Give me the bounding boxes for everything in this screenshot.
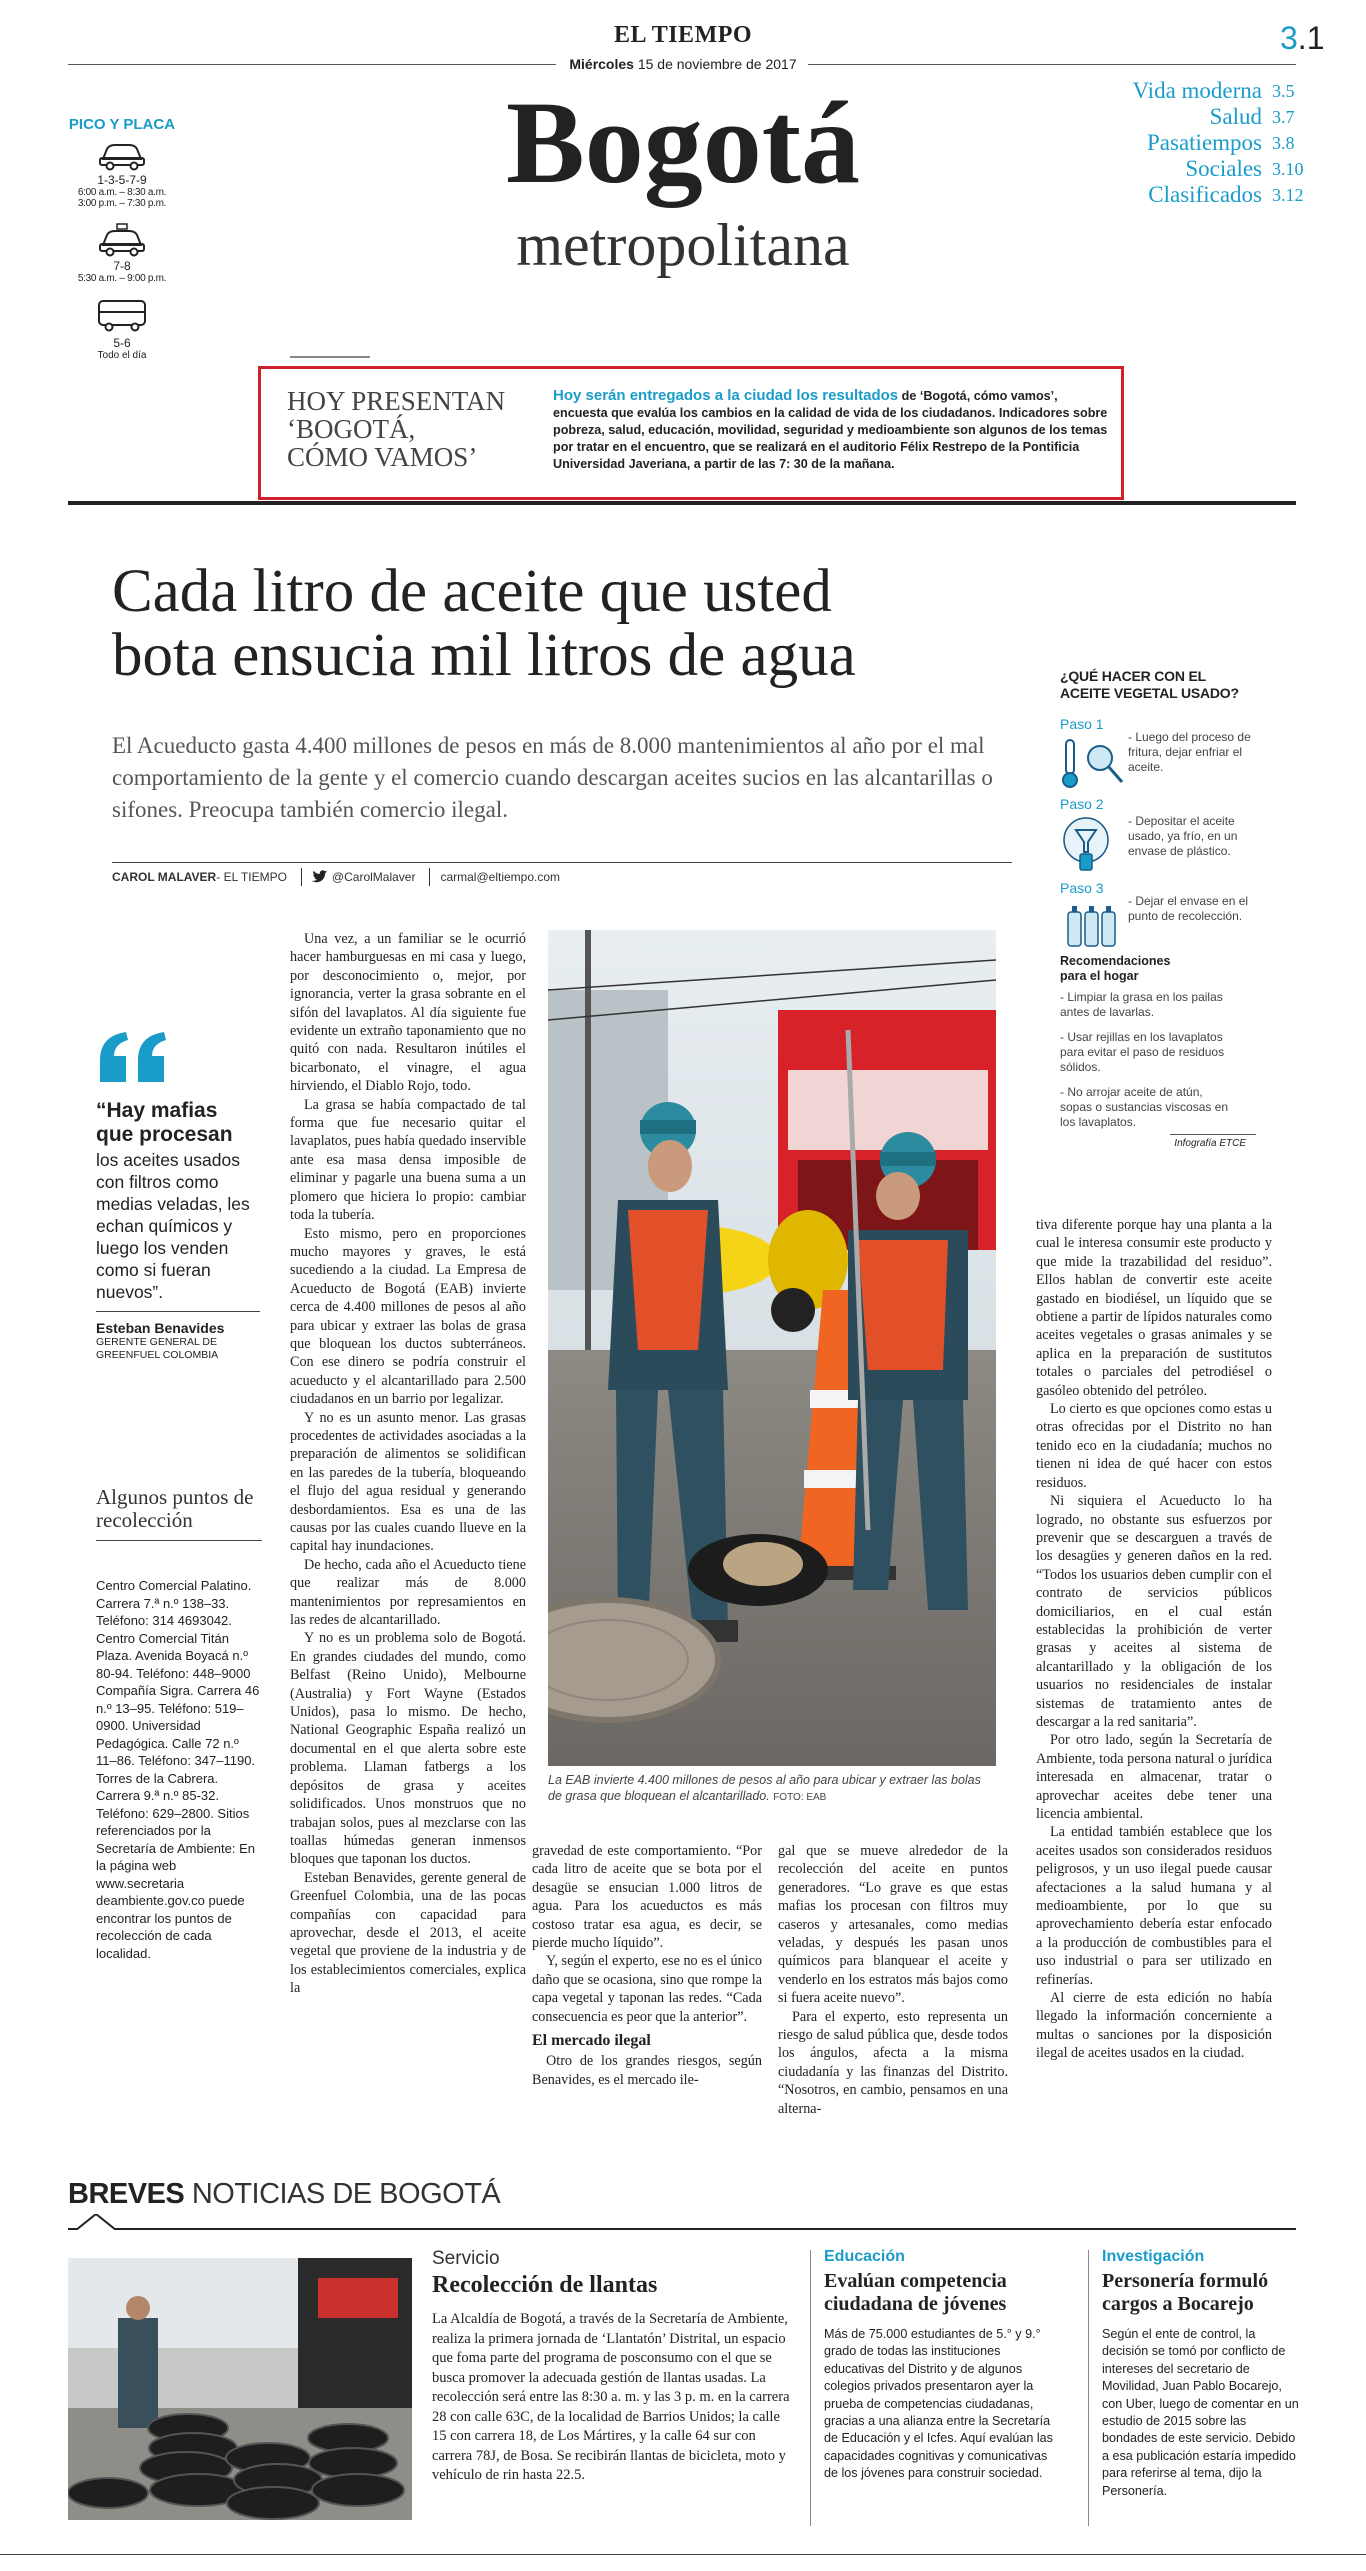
infographic [1060,668,1256,1149]
page-number-sub: .1 [1297,20,1325,56]
breve-1-body: La Alcaldía de Bogotá, a través de la Secretaría de Ambiente, realiza la primera jornada de ‘Llantatón’ Distrital, un espacio que foma parte del programa de posconsumo con el que se busca promover la adecuada gestión de llantas usadas. La recolección será entre las 8:30 a. m. y las 3 p. m. en la carrera 28 con calle 63C, de la localidad de Barrios Unidos; la calle 15 con carrera 18, de Los Mártires, y la calle 64 sur con carrera 78J, de Bosa. Se recibirán llantas de bicicleta, moto y vehículo de rin hasta 22.5. [432,2311,790,2483]
collection-points-text: Centro Comercial Palatino. Carrera 7.ª n.º 138–33. Teléfono: 314 4693042. Centro Comercial Titán Plaza. Avenida Boyacá n.º 80-94. Teléfono: 448–9000 Compañía Sigra. Carrera 46 n.º 13–95. Teléfono: 519–0900. Universidad Pedagógica. Calle 72 n.º 11–86. Teléfono: 347–1190. Torres de la Cabrera. Carrera 9.ª n.º 85-32. Teléfono: 629–2800. Sitios referenciados por la Secretaría de Ambiente: En la página web www.secretaria deambiente.gov.co puede encontrar los puntos de recolección de cada localidad. [96,1578,260,1961]
article-column-3: gal que se mueve alrededor de la recolección del aceite en puntos generadores. “Lo grave es que estas mafias los procesan con filtros muy caseros y artesanales, como medias veladas, y después les pasan unos químicos para blanquear el aceite y venderlo en los estratos más bajos como si fuera aceite nuevo”. Para el experto, esto representa un riesgo de salud pública que, desde todos los ángulos, afecta a la misma ciudadanía y las finanzas del Distrito. “Nosotros, en cambio, pensamos en una alterna- [778,1843,1008,2117]
index-item[interactable]: Sociales 3.10 [1185,156,1304,181]
breve-2-title: Evalúan competencia ciudadana de jóvenes [824,2270,1007,2315]
plates-bus: 5-6 [113,336,131,350]
plates-private: 1-3-5-7-9 [97,173,147,187]
hours-private-2: 3:00 p.m. – 7:30 p.m. [77,198,167,209]
collection-points [96,1486,262,1962]
bottles-icon [1064,898,1120,950]
promo-headline: HOY PRESENTAN ‘BOGOTÁ, CÓMO VAMOS’ [287,386,506,472]
page-number [1280,20,1324,57]
article-column-1: Una vez, a un familiar se le ocurrió hacer hamburguesas en mi casa y luego, por desconocimiento o, mejor, por ignorancia, verter la grasa sobrante en el sifón del lavaplatos. Al día siguiente fue evidente un extraño taponamiento que no quitó con nada. Resultaron inútiles el bicarbonato, el vinagre, el agua hirviendo, el Diablo Rojo, todo. La grasa se había compactado de tal forma que fue necesario quitar el lavaplatos, pues había quedado inservible ante esa masa densa imposible de eliminar y pagarle una buena suma a un plomero que hiciera lo propio: cambiar toda la tubería. Esto mismo, pero en proporciones mucho mayores y graves, le está sucediendo a la ciudad. La Empresa de Acueducto de Bogotá (EAB) invierte cerca de 4.400 millones de pesos al año para ubicar y extraer las bolas de grasa que bloquean los ductos subterráneos. Con ese dinero se podría construir el acueducto y el alcantarillado para 2.500 ciudadanos en un barrio por legalizar. Y no es un asunto menor. Las grasas procedentes de actividades asociadas a la preparación de alimentos se solidifican en las paredes de la tubería, bloqueando el flujo del agua residual y generando desbordamientos. Esa es una de las causas por las cuales cuando llueve en la capital hay inundaciones. De hecho, cada año el Acueducto tiene que realizar más de 8.000 mantenimientos por represamientos en las redes de alcantarillado. Y no es un problema solo de Bogotá. En grandes ciudades del mundo, como Belfast (Reino Unido), Melbourne (Australia) y Fort Wayne (Estados Unidos), pasa lo mismo. De hecho, National Geographic España realizó un documental en el que alerta sobre este problema. Llaman fatbergs a los depósitos de grasa y aceites solidificados. Unos monstruos que no trabajan solos, pues al mezclarse con las toallas húmedas generan inmensos bloques que taponan los ductos. Esteban Benavides, gerente general de Greenfuel Colombia, una de las pocas compañías con capacidad para aprovechar, desde el 2013, el aceite vegetal que proviene de la industria y de los establecimientos comerciales, explica la [290,931,526,1997]
paper-name: EL TIEMPO [613,22,753,48]
byline-email[interactable]: carmal@eltiempo.com [440,870,561,884]
step-1-text: - Luego del proceso de fritura, dejar enfriar el aceite. [1128,730,1251,774]
breve-3-title: Personería formuló cargos a Bocarejo [1102,2270,1269,2315]
article-headline: Cada litro de aceite que usted bota ensucia mil litros de agua [112,558,856,689]
breve-2-kicker: Educación [824,2248,905,2265]
recommendation-1: - Limpiar la grasa en los pailas antes de lavarlas. [1060,990,1223,1019]
article-photo [548,930,996,1766]
step-2-text: - Depositar el aceite usado, ya frío, en un envase de plástico. [1128,814,1238,858]
thermometer-icon [1060,736,1124,792]
plates-taxi: 7-8 [113,259,131,273]
infographic-title: ¿QUÉ HACER CON EL ACEITE VEGETAL USADO? [1060,668,1239,701]
pull-quote [96,1030,260,1362]
date-text: 15 de noviembre de 2017 [637,56,797,72]
breve-1[interactable] [432,2248,792,2486]
hours-taxi: 5:30 a.m. – 9:00 p.m. [77,273,167,284]
promo-text: Hoy serán entregados a la ciudad los resultados de ‘Bogotá, cómo vamos’, encuesta que evalúa los cambios en la calidad de vida de los ciudadanos. Indicadores sobre pobreza, salud, educación, movilidad, seguridad y medioambiente son algunos de los temas por tratar en el encuentro, que se realizará en el auditorio Félix Restrepo de la Pontificia Universidad Javeriana, a partir de las 7: 30 de la mañana. [553,387,1108,471]
byline-twitter[interactable]: @CarolMalaver [331,870,416,884]
edition-date [0,56,1366,72]
index-item[interactable]: Salud 3.7 [1209,104,1295,129]
hours-bus: Todo el día [97,350,147,361]
tires-photo-svg [68,2258,412,2520]
section-title: Bogotá [506,77,860,208]
infographic-credit: Infografía ETCE [1174,1138,1246,1149]
promo-box[interactable] [258,366,1124,500]
breve-2-body: Más de 75.000 estudiantes de 5.° y 9.° grado de todas las instituciones educativas del Distrito y de algunos colegios privados presentaron ayer la prueba de competencias ciudadanas, gracias a una alianza entre la Secretaría de Educación y el Icfes. Aquí evalúan las capacidades cognitivas y comunicativas de los jóvenes para construir sociedad. [824,2327,1053,2481]
funnel-icon [1060,816,1116,876]
breve-2[interactable] [824,2248,1056,2483]
bus-icon [95,298,149,334]
step-2-label: Paso 2 [1060,796,1104,812]
collection-points-title: Algunos puntos de recolección [96,1485,254,1532]
quote-lead: “Hay mafias que procesan [96,1099,233,1146]
taxi-icon [97,223,147,257]
quote-author: Esteban Benavides [96,1320,225,1336]
index-item[interactable]: Clasificados 3.12 [1148,182,1304,207]
breve-3[interactable] [1102,2248,1302,2500]
section-rule [68,501,1296,505]
article-subhead: El mercado ilegal [532,2032,651,2050]
quote-text: los aceites usados con filtros como medias veladas, les echan químicos y luego los venden como si fueran nuevos”. [96,1150,250,1302]
twitter-icon [312,870,328,884]
index-item[interactable]: Vida moderna 3.5 [1132,78,1295,103]
recommendation-2: - Usar rejillas en los lavaplatos para evitar el paso de residuos sólidos. [1060,1030,1225,1074]
article-column-2: gravedad de este comportamiento. “Por cada litro de aceite que se bota por el desagüe se ensucian 1.000 litros de agua. Para los acueductos es más costoso tratar esa agua, es decir, se pierde mucho líquido”. Y, según el experto, ese no es el único daño que se ocasiona, sino que rompe la capa vegetal y taponan las redes. “Cada consecuencia es peor que la anterior”. El mercado ilegal Otro de los grandes riesgos, según Benavides, es el mercado ile- [532,1843,762,2088]
quote-author-title: GERENTE GENERAL DE GREENFUEL COLOMBIA [96,1336,219,1361]
page-number-main: 3 [1280,20,1298,56]
quote-mark-icon [96,1030,170,1086]
photo-caption: La EAB invierte 4.400 millones de pesos al año para ubicar y extraer las bolas de grasa que bloquean el alcantarillado. FOTO: EAB [548,1773,981,1803]
step-3-label: Paso 3 [1060,880,1104,896]
article-deck: El Acueducto gasta 4.400 millones de pesos en más de 8.000 mantenimientos al año por el mal comportamiento de la gente y el comercio cuando descargan aceites sucios en las alcantarillas o sifones. Preocupa también comercio ilegal. [112,733,993,822]
date-weekday: Miércoles [569,56,634,72]
section-subtitle: metropolitana [516,212,850,278]
pico-placa-title: PICO Y PLACA [68,116,176,133]
breves-pointer-icon [76,2214,116,2230]
byline-org: - EL TIEMPO [216,870,287,884]
article-column-4: tiva diferente porque hay una planta a la cual le interesa consumir este producto y que mide la trazabilidad del residuo”. Ellos hablan de convertir este aceite gastado en biodiésel, un líquido que se obtiene a partir de lípidos naturales como aceites vegetales o grasas animales y se aplica en la preparación de sustitutos totales o parciales del petrodiésel o gasóleo obtenido del petróleo. Lo cierto es que opciones como estas u otras ofrecidas por el Distrito no han tenido eco en la ciudadanía; muchos no tienen ni idea de qué hacer con estos residuos. Ni siquiera el Acueducto lo ha logrado, no obstante sus esfuerzos por prevenir que se descarguen a través de los desagües y generen daños en la red. “Todos los usuarios deben cumplir con el contrato de servicios públicos domiciliarios, en el cual están establecidas la prohibición de verter grasas y aceites al sistema de alcantarillado y la obligación de los usuarios no residenciales de instalar sistemas de tratamiento antes de descargar a la red sanitaria”. Por otro lado, según la Secretaría de Ambiente, toda persona natural o jurídica interesada en almacenar, tratar o aprovechar aceites debe tener una licencia ambiental. La entidad también establece que los aceites usados son considerados residuos peligrosos, y un uso ilegal puede causar afectaciones a la salud humana y al medioambiente, por lo que su aprovechamiento debería estar enfocado a la producción de combustibles para el uso industrial o para ser utilizado en refinerías. Al cierre de esta edición no había llegado la información concerniente a multas o sanciones por la disposición ilegal de aceites usados en la ciudad. [1036,1217,1272,2062]
breve-1-title: Recolección de llantas [432,2272,658,2298]
tires-photo [68,2258,412,2520]
step-1-label: Paso 1 [1060,716,1104,732]
index-item[interactable]: Pasatiempos 3.8 [1147,130,1295,155]
car-icon [97,139,147,171]
recommendations-title: Recomendaciones para el hogar [1060,954,1171,983]
pico-placa [62,116,182,361]
byline [112,868,560,886]
breve-3-body: Según el ente de control, la decisión se tomó por conflicto de intereses del secretario de Movilidad, Juan Pablo Bocarejo, con Uber, luego de comentar en un estudio de 2015 sobre las bondades de este servicio. Debido a esa publicación estaría impedido para referirse al tema, dijo la Personería. [1102,2327,1299,2498]
recommendation-3: - No arrojar aceite de atún, sopas o sustancias viscosas en los lavaplatos. [1060,1085,1229,1129]
breve-3-kicker: Investigación [1102,2248,1205,2265]
section-index [1060,78,1320,208]
hours-private-1: 6:00 a.m. – 8:30 a.m. [77,187,167,198]
breves-header: BREVES NOTICIAS DE BOGOTÁ [68,2178,501,2210]
step-3-text: - Dejar el envase en el punto de recolección. [1128,894,1249,923]
breve-1-kicker: Servicio [432,2248,500,2269]
workers-photo [548,930,996,1766]
byline-author: CAROL MALAVER [112,870,217,884]
